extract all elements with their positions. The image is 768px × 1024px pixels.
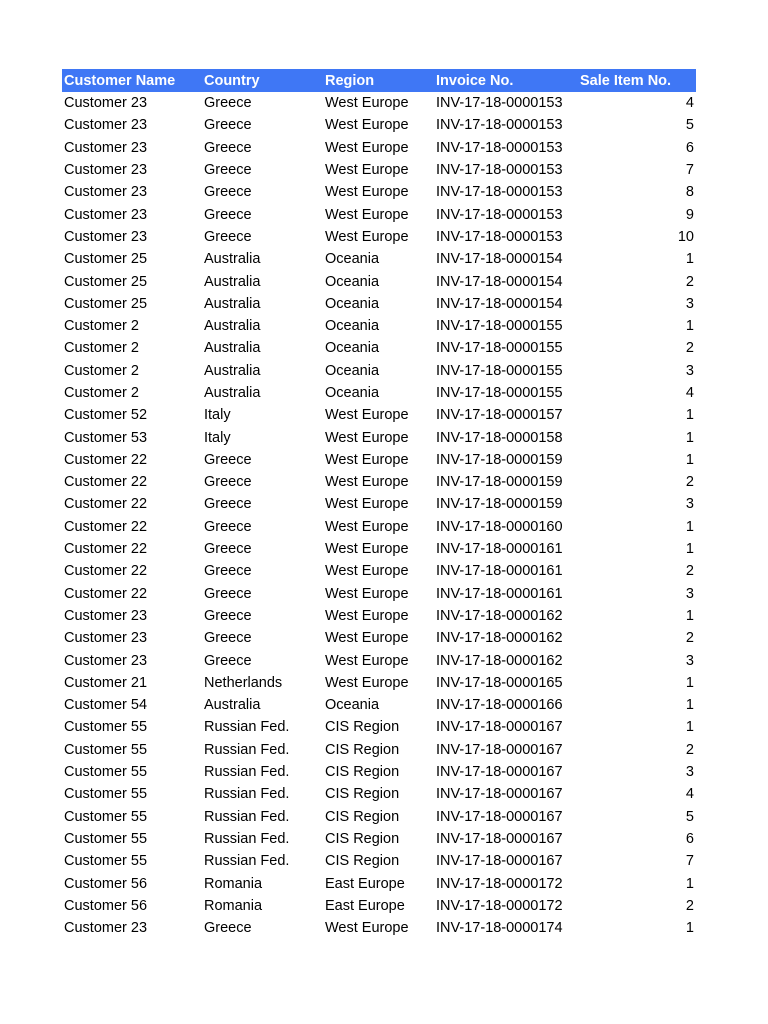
country-cell[interactable]: Greece — [204, 920, 252, 937]
sale-item-no-cell[interactable]: 9 — [685, 206, 694, 223]
table-row — [62, 739, 696, 761]
region-cell[interactable]: West Europe — [325, 496, 409, 513]
invoice-no-cell[interactable]: INV-17-18-0000165 — [436, 674, 563, 691]
region-cell[interactable]: Oceania — [325, 273, 380, 290]
sale-item-no-cell[interactable]: 1 — [685, 875, 694, 892]
customer-name-cell[interactable]: Customer 55 — [64, 853, 148, 870]
table-body — [62, 92, 696, 939]
customer-name-cell[interactable]: Customer 25 — [64, 295, 148, 312]
country-cell[interactable]: Romania — [204, 875, 263, 892]
invoice-no-cell[interactable]: INV-17-18-0000153 — [436, 206, 563, 223]
invoice-no-cell[interactable]: INV-17-18-0000162 — [436, 652, 563, 669]
country-cell[interactable]: Greece — [204, 95, 252, 112]
country-cell[interactable]: Greece — [204, 607, 252, 624]
sales-table — [62, 69, 696, 939]
region-cell[interactable]: West Europe — [325, 518, 409, 535]
table-row — [62, 649, 696, 671]
customer-name-cell[interactable]: Customer 2 — [64, 385, 139, 401]
country-cell[interactable]: Greece — [204, 563, 252, 580]
table-row — [62, 382, 696, 404]
customer-name-cell[interactable]: Customer 55 — [64, 830, 148, 847]
region-cell[interactable]: West Europe — [325, 652, 409, 669]
table-row — [62, 248, 696, 270]
table-row — [62, 159, 696, 181]
region-cell[interactable]: West Europe — [325, 407, 409, 424]
country-cell[interactable]: Netherlands — [204, 674, 283, 691]
customer-name-cell[interactable]: Customer 56 — [64, 897, 148, 914]
country-cell[interactable]: Australia — [204, 273, 261, 290]
sale-item-no-cell[interactable]: 3 — [685, 362, 694, 379]
table-row — [62, 560, 696, 582]
sale-item-no-cell[interactable]: 1 — [685, 607, 694, 624]
sale-item-no-cell[interactable]: 2 — [685, 273, 694, 290]
customer-name-cell[interactable]: Customer 2 — [64, 362, 139, 379]
customer-name-cell[interactable]: Customer 55 — [64, 808, 148, 825]
invoice-no-cell[interactable]: INV-17-18-0000155 — [436, 318, 563, 335]
customer-name-cell[interactable]: Customer 22 — [64, 451, 148, 468]
sale-item-no-cell[interactable]: 2 — [685, 340, 694, 357]
invoice-no-cell[interactable]: INV-17-18-0000153 — [436, 228, 563, 245]
customer-name-cell[interactable]: Customer 23 — [64, 920, 148, 937]
sale-item-no-cell[interactable]: 6 — [685, 139, 694, 156]
invoice-no-cell[interactable]: INV-17-18-0000160 — [436, 518, 563, 535]
header-row — [62, 69, 696, 92]
country-cell[interactable]: Greece — [204, 652, 252, 669]
table-row — [62, 850, 696, 872]
region-cell[interactable]: CIS Region — [325, 741, 400, 758]
table-row — [62, 226, 696, 248]
region-cell[interactable]: West Europe — [325, 474, 409, 491]
country-cell[interactable]: Russian Fed. — [204, 808, 290, 825]
region-cell[interactable]: Oceania — [325, 362, 380, 379]
region-cell[interactable]: West Europe — [325, 607, 409, 624]
header-customer-name[interactable]: Customer Name — [64, 72, 176, 89]
country-cell[interactable]: Greece — [204, 117, 252, 134]
region-cell[interactable]: West Europe — [325, 674, 409, 691]
customer-name-cell[interactable]: Customer 23 — [64, 630, 148, 647]
country-cell[interactable]: Greece — [204, 206, 252, 223]
customer-name-cell[interactable]: Customer 22 — [64, 474, 148, 491]
sale-item-no-cell[interactable]: 1 — [685, 719, 694, 736]
customer-name-cell[interactable]: Customer 55 — [64, 719, 148, 736]
invoice-no-cell[interactable]: INV-17-18-0000161 — [436, 563, 563, 580]
table-row — [62, 315, 696, 337]
table-row — [62, 471, 696, 493]
customer-name-cell[interactable]: Customer 55 — [64, 741, 148, 758]
country-cell[interactable]: Italy — [204, 429, 231, 446]
customer-name-cell[interactable]: Customer 23 — [64, 652, 148, 669]
invoice-no-cell[interactable]: INV-17-18-0000154 — [436, 273, 563, 290]
invoice-no-cell[interactable]: INV-17-18-0000157 — [436, 407, 563, 424]
country-cell[interactable]: Australia — [204, 362, 261, 379]
region-cell[interactable]: CIS Region — [325, 853, 400, 870]
header-country[interactable]: Country — [204, 72, 260, 89]
sale-item-no-cell[interactable]: 10 — [677, 228, 694, 245]
table-row — [62, 672, 696, 694]
region-cell[interactable]: Oceania — [325, 318, 380, 335]
invoice-no-cell[interactable]: INV-17-18-0000167 — [436, 719, 563, 736]
invoice-no-cell[interactable]: INV-17-18-0000158 — [436, 429, 563, 446]
country-cell[interactable]: Russian Fed. — [204, 830, 290, 847]
country-cell[interactable]: Greece — [204, 184, 252, 201]
country-cell[interactable]: Greece — [204, 162, 252, 179]
table-row — [62, 337, 696, 359]
customer-name-cell[interactable]: Customer 22 — [64, 496, 148, 513]
sale-item-no-cell[interactable]: 1 — [685, 251, 694, 268]
region-cell[interactable]: Oceania — [325, 295, 380, 312]
invoice-no-cell[interactable]: INV-17-18-0000155 — [436, 362, 563, 379]
country-cell[interactable]: Greece — [204, 541, 252, 558]
sale-item-no-cell[interactable]: 1 — [685, 674, 694, 691]
invoice-no-cell[interactable]: INV-17-18-0000166 — [436, 697, 563, 714]
header-sale-item-no[interactable]: Sale Item No. — [580, 72, 672, 89]
customer-name-cell[interactable]: Customer 23 — [64, 228, 148, 245]
country-cell[interactable]: Australia — [204, 697, 261, 714]
table-row — [62, 203, 696, 225]
customer-name-cell[interactable]: Customer 22 — [64, 563, 148, 580]
table-row — [62, 114, 696, 136]
table-row — [62, 761, 696, 783]
sale-item-no-cell[interactable]: 4 — [685, 786, 694, 803]
customer-name-cell[interactable]: Customer 2 — [64, 340, 139, 357]
sale-item-no-cell[interactable]: 5 — [685, 117, 694, 134]
table-row — [62, 137, 696, 159]
sale-item-no-cell[interactable]: 1 — [685, 697, 694, 714]
region-cell[interactable]: West Europe — [325, 162, 409, 179]
table-row — [62, 828, 696, 850]
region-cell[interactable]: Oceania — [325, 251, 380, 268]
region-cell[interactable]: West Europe — [325, 585, 409, 602]
table-row — [62, 806, 696, 828]
customer-name-cell[interactable]: Customer 55 — [64, 786, 148, 803]
invoice-no-cell[interactable]: INV-17-18-0000167 — [436, 830, 563, 847]
table-row — [62, 449, 696, 471]
customer-name-cell[interactable]: Customer 22 — [64, 585, 148, 602]
customer-name-cell[interactable]: Customer 23 — [64, 206, 148, 223]
sale-item-no-cell[interactable]: 1 — [685, 407, 694, 424]
country-cell[interactable]: Greece — [204, 474, 252, 491]
sale-item-no-cell[interactable]: 2 — [685, 897, 694, 914]
customer-name-cell[interactable]: Customer 25 — [64, 251, 148, 268]
region-cell[interactable]: East Europe — [325, 875, 405, 892]
table-row — [62, 917, 696, 939]
customer-name-cell[interactable]: Customer 23 — [64, 95, 148, 112]
region-cell[interactable]: West Europe — [325, 541, 409, 558]
country-cell[interactable]: Russian Fed. — [204, 853, 290, 870]
region-cell[interactable]: East Europe — [325, 897, 405, 914]
sale-item-no-cell[interactable]: 1 — [685, 920, 694, 937]
country-cell[interactable]: Greece — [204, 585, 252, 602]
sales-table-container — [62, 69, 696, 939]
customer-name-cell[interactable]: Customer 22 — [64, 518, 148, 535]
region-cell[interactable]: CIS Region — [325, 786, 400, 803]
country-cell[interactable]: Greece — [204, 451, 252, 468]
region-cell[interactable]: West Europe — [325, 95, 409, 112]
customer-name-cell[interactable]: Customer 23 — [64, 162, 148, 179]
sale-item-no-cell[interactable]: 6 — [685, 830, 694, 847]
customer-name-cell[interactable]: Customer 23 — [64, 607, 148, 624]
sale-item-no-cell[interactable]: 1 — [685, 451, 694, 468]
customer-name-cell[interactable]: Customer 56 — [64, 875, 148, 892]
country-cell[interactable]: Greece — [204, 630, 252, 647]
table-row — [62, 605, 696, 627]
sale-item-no-cell[interactable]: 2 — [685, 563, 694, 580]
table-row — [62, 538, 696, 560]
region-cell[interactable]: West Europe — [325, 429, 409, 446]
table-row — [62, 627, 696, 649]
invoice-no-cell[interactable]: INV-17-18-0000154 — [436, 251, 563, 268]
country-cell[interactable]: Russian Fed. — [204, 741, 290, 758]
region-cell[interactable]: West Europe — [325, 139, 409, 156]
invoice-no-cell[interactable]: INV-17-18-0000161 — [436, 541, 563, 558]
region-cell[interactable]: West Europe — [325, 206, 409, 223]
invoice-no-cell[interactable]: INV-17-18-0000153 — [436, 139, 563, 156]
country-cell[interactable]: Greece — [204, 518, 252, 535]
sale-item-no-cell[interactable]: 2 — [685, 474, 694, 491]
invoice-no-cell[interactable]: INV-17-18-0000167 — [436, 741, 563, 758]
customer-name-cell[interactable]: Customer 23 — [64, 117, 148, 134]
region-cell[interactable]: West Europe — [325, 451, 409, 468]
table-row — [62, 360, 696, 382]
sale-item-no-cell[interactable]: 3 — [685, 585, 694, 602]
country-cell[interactable]: Italy — [204, 407, 231, 424]
country-cell[interactable]: Russian Fed. — [204, 786, 290, 803]
customer-name-cell[interactable]: Customer 53 — [64, 429, 148, 446]
invoice-no-cell[interactable]: INV-17-18-0000153 — [436, 162, 563, 179]
region-cell[interactable]: CIS Region — [325, 764, 400, 781]
sale-item-no-cell[interactable]: 8 — [685, 184, 694, 201]
invoice-no-cell[interactable]: INV-17-18-0000167 — [436, 808, 563, 825]
invoice-no-cell[interactable]: INV-17-18-0000159 — [436, 474, 563, 491]
sale-item-no-cell[interactable]: 5 — [685, 808, 694, 825]
region-cell[interactable]: CIS Region — [325, 808, 400, 825]
country-cell[interactable]: Australia — [204, 251, 261, 268]
country-cell[interactable]: Romania — [204, 897, 263, 914]
region-cell[interactable]: West Europe — [325, 630, 409, 647]
region-cell[interactable]: CIS Region — [325, 830, 400, 847]
invoice-no-cell[interactable]: INV-17-18-0000174 — [436, 920, 563, 937]
region-cell[interactable]: Oceania — [325, 385, 380, 401]
table-row — [62, 872, 696, 894]
sale-item-no-cell[interactable]: 4 — [685, 385, 694, 401]
country-cell[interactable]: Russian Fed. — [204, 764, 290, 781]
customer-name-cell[interactable]: Customer 55 — [64, 764, 148, 781]
invoice-no-cell[interactable]: INV-17-18-0000162 — [436, 630, 563, 647]
invoice-no-cell[interactable]: INV-17-18-0000153 — [436, 117, 563, 134]
region-cell[interactable]: Oceania — [325, 697, 380, 714]
table-row — [62, 516, 696, 538]
region-cell[interactable]: West Europe — [325, 184, 409, 201]
invoice-no-cell[interactable]: INV-17-18-0000167 — [436, 786, 563, 803]
sale-item-no-cell[interactable]: 4 — [685, 95, 694, 112]
country-cell[interactable]: Australia — [204, 318, 261, 335]
invoice-no-cell[interactable]: INV-17-18-0000155 — [436, 385, 563, 401]
table-row — [62, 895, 696, 917]
sale-item-no-cell[interactable]: 7 — [685, 162, 694, 179]
table-row — [62, 404, 696, 426]
sale-item-no-cell[interactable]: 2 — [685, 741, 694, 758]
invoice-no-cell[interactable]: INV-17-18-0000159 — [436, 451, 563, 468]
customer-name-cell[interactable]: Customer 2 — [64, 318, 139, 335]
sale-item-no-cell[interactable]: 3 — [685, 496, 694, 513]
table-row — [62, 583, 696, 605]
invoice-no-cell[interactable]: INV-17-18-0000153 — [436, 184, 563, 201]
table-row — [62, 694, 696, 716]
country-cell[interactable]: Australia — [204, 385, 261, 401]
invoice-no-cell[interactable]: INV-17-18-0000162 — [436, 607, 563, 624]
region-cell[interactable]: West Europe — [325, 228, 409, 245]
sale-item-no-cell[interactable]: 1 — [685, 518, 694, 535]
invoice-no-cell[interactable]: INV-17-18-0000155 — [436, 340, 563, 357]
sale-item-no-cell[interactable]: 1 — [685, 429, 694, 446]
country-cell[interactable]: Australia — [204, 340, 261, 357]
customer-name-cell[interactable]: Customer 52 — [64, 407, 148, 424]
sale-item-no-cell[interactable]: 3 — [685, 764, 694, 781]
invoice-no-cell[interactable]: INV-17-18-0000172 — [436, 875, 563, 892]
region-cell[interactable]: Oceania — [325, 340, 380, 357]
table-row — [62, 181, 696, 203]
country-cell[interactable]: Australia — [204, 295, 261, 312]
region-cell[interactable]: West Europe — [325, 117, 409, 134]
table-row — [62, 783, 696, 805]
country-cell[interactable]: Greece — [204, 228, 252, 245]
sale-item-no-cell[interactable]: 1 — [685, 541, 694, 558]
country-cell[interactable]: Greece — [204, 139, 252, 156]
header-invoice-no[interactable]: Invoice No. — [436, 72, 514, 89]
sale-item-no-cell[interactable]: 1 — [685, 318, 694, 335]
table-row — [62, 293, 696, 315]
table-header — [62, 69, 696, 92]
sale-item-no-cell[interactable]: 3 — [685, 652, 694, 669]
customer-name-cell[interactable]: Customer 21 — [64, 674, 148, 691]
customer-name-cell[interactable]: Customer 54 — [64, 697, 148, 714]
invoice-no-cell[interactable]: INV-17-18-0000154 — [436, 295, 563, 312]
customer-name-cell[interactable]: Customer 23 — [64, 139, 148, 156]
country-cell[interactable]: Greece — [204, 496, 252, 513]
table-row — [62, 92, 696, 114]
region-cell[interactable]: CIS Region — [325, 719, 400, 736]
invoice-no-cell[interactable]: INV-17-18-0000167 — [436, 853, 563, 870]
invoice-no-cell[interactable]: INV-17-18-0000153 — [436, 95, 563, 112]
table-row — [62, 493, 696, 515]
sale-item-no-cell[interactable]: 7 — [685, 853, 694, 870]
sale-item-no-cell[interactable]: 2 — [685, 630, 694, 647]
invoice-no-cell[interactable]: INV-17-18-0000159 — [436, 496, 563, 513]
header-region[interactable]: Region — [325, 72, 375, 89]
table-row — [62, 426, 696, 448]
table-row — [62, 270, 696, 292]
table-row — [62, 716, 696, 738]
customer-name-cell[interactable]: Customer 23 — [64, 184, 148, 201]
region-cell[interactable]: West Europe — [325, 563, 409, 580]
invoice-no-cell[interactable]: INV-17-18-0000172 — [436, 897, 563, 914]
customer-name-cell[interactable]: Customer 25 — [64, 273, 148, 290]
invoice-no-cell[interactable]: INV-17-18-0000161 — [436, 585, 563, 602]
invoice-no-cell[interactable]: INV-17-18-0000167 — [436, 764, 563, 781]
country-cell[interactable]: Russian Fed. — [204, 719, 290, 736]
sale-item-no-cell[interactable]: 3 — [685, 295, 694, 312]
region-cell[interactable]: West Europe — [325, 920, 409, 937]
customer-name-cell[interactable]: Customer 22 — [64, 541, 148, 558]
